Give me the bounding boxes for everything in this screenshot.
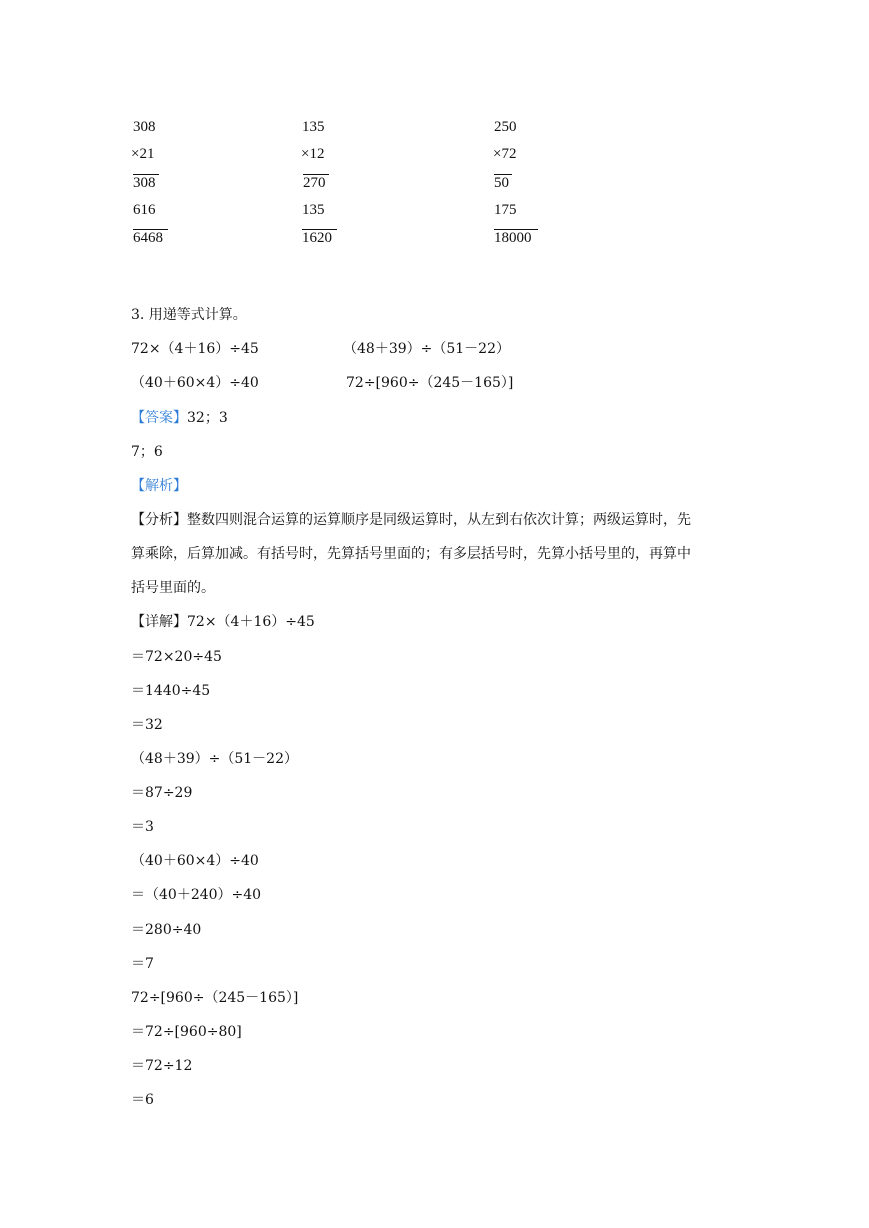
solution-step: ＝280÷40: [131, 922, 202, 938]
solution-step: ＝7: [131, 956, 154, 972]
col1-product: 6468: [133, 228, 163, 248]
question-expr-1: 72×（4＋16）÷45: [131, 341, 259, 357]
overline: [302, 229, 337, 230]
question-expr-3: （40＋60×4）÷40: [131, 375, 259, 391]
overline: [494, 174, 512, 175]
answer-values-2: 7；6: [131, 444, 163, 460]
col1-multiplicand: 308: [133, 119, 156, 135]
solution-step: ＝87÷29: [131, 785, 193, 801]
solution-step: ＝1440÷45: [131, 683, 211, 699]
col1-multiplier: ×21: [131, 146, 155, 162]
solution-step: ＝72×20÷45: [131, 649, 222, 665]
solution-step: ＝3: [131, 819, 154, 835]
col2-multiplier: ×12: [301, 146, 325, 162]
answer-line: [131, 408, 228, 428]
overline: [133, 174, 159, 175]
col3-partial-1: 50: [494, 173, 509, 193]
solution-step: ＝6: [131, 1092, 154, 1108]
col3-partial-2: 175: [494, 202, 517, 218]
fenxi-tag: 【分析】: [131, 512, 187, 528]
solution-step: （40＋60×4）÷40: [131, 853, 259, 869]
col3-product: 18000: [494, 228, 532, 248]
question-expr-4: 72÷[960÷（245－165）]: [346, 375, 514, 391]
fenxi-line-3: 括号里面的。: [131, 580, 215, 596]
xiangjie-tag: 【详解】: [131, 614, 187, 630]
solution-step: ＝72÷12: [131, 1058, 193, 1074]
question-expr-2: （48＋39）÷（51－22）: [343, 341, 510, 357]
solution-step: 72÷[960÷（245－165）]: [131, 990, 299, 1006]
col3-multiplier: ×72: [493, 146, 517, 162]
col3-multiplicand: 250: [494, 119, 517, 135]
answer-tag: 【答案】: [131, 410, 187, 426]
col2-partial-1: 270: [303, 173, 326, 193]
fenxi-line-1: 【分析】整数四则混合运算的运算顺序是同级运算时，从左到右依次计算；两级运算时，先: [131, 512, 691, 528]
solution-step: （48＋39）÷（51－22）: [131, 751, 298, 767]
col1-partial-1: 308: [133, 173, 156, 193]
solution-step: ＝72÷[960÷80]: [131, 1024, 242, 1040]
overline: [303, 174, 329, 175]
col2-partial-2: 135: [302, 202, 325, 218]
col2-product: 1620: [302, 228, 332, 248]
overline: [494, 229, 538, 230]
fenxi-line-2: 算乘除，后算加减。有括号时，先算括号里面的；有多层括号时，先算小括号里的，再算中: [131, 546, 691, 562]
col1-partial-2: 616: [133, 202, 156, 218]
solution-step: ＝32: [131, 717, 163, 733]
solution-step: ＝（40＋240）÷40: [131, 887, 262, 903]
answer-values-1: 32；3: [187, 410, 228, 426]
col2-multiplicand: 135: [302, 119, 325, 135]
xiangjie-line: 【详解】72×（4＋16）÷45: [131, 614, 315, 630]
question-title: 3. 用递等式计算。: [131, 307, 247, 323]
overline: [133, 229, 168, 230]
analysis-tag: 【解析】: [131, 478, 187, 494]
